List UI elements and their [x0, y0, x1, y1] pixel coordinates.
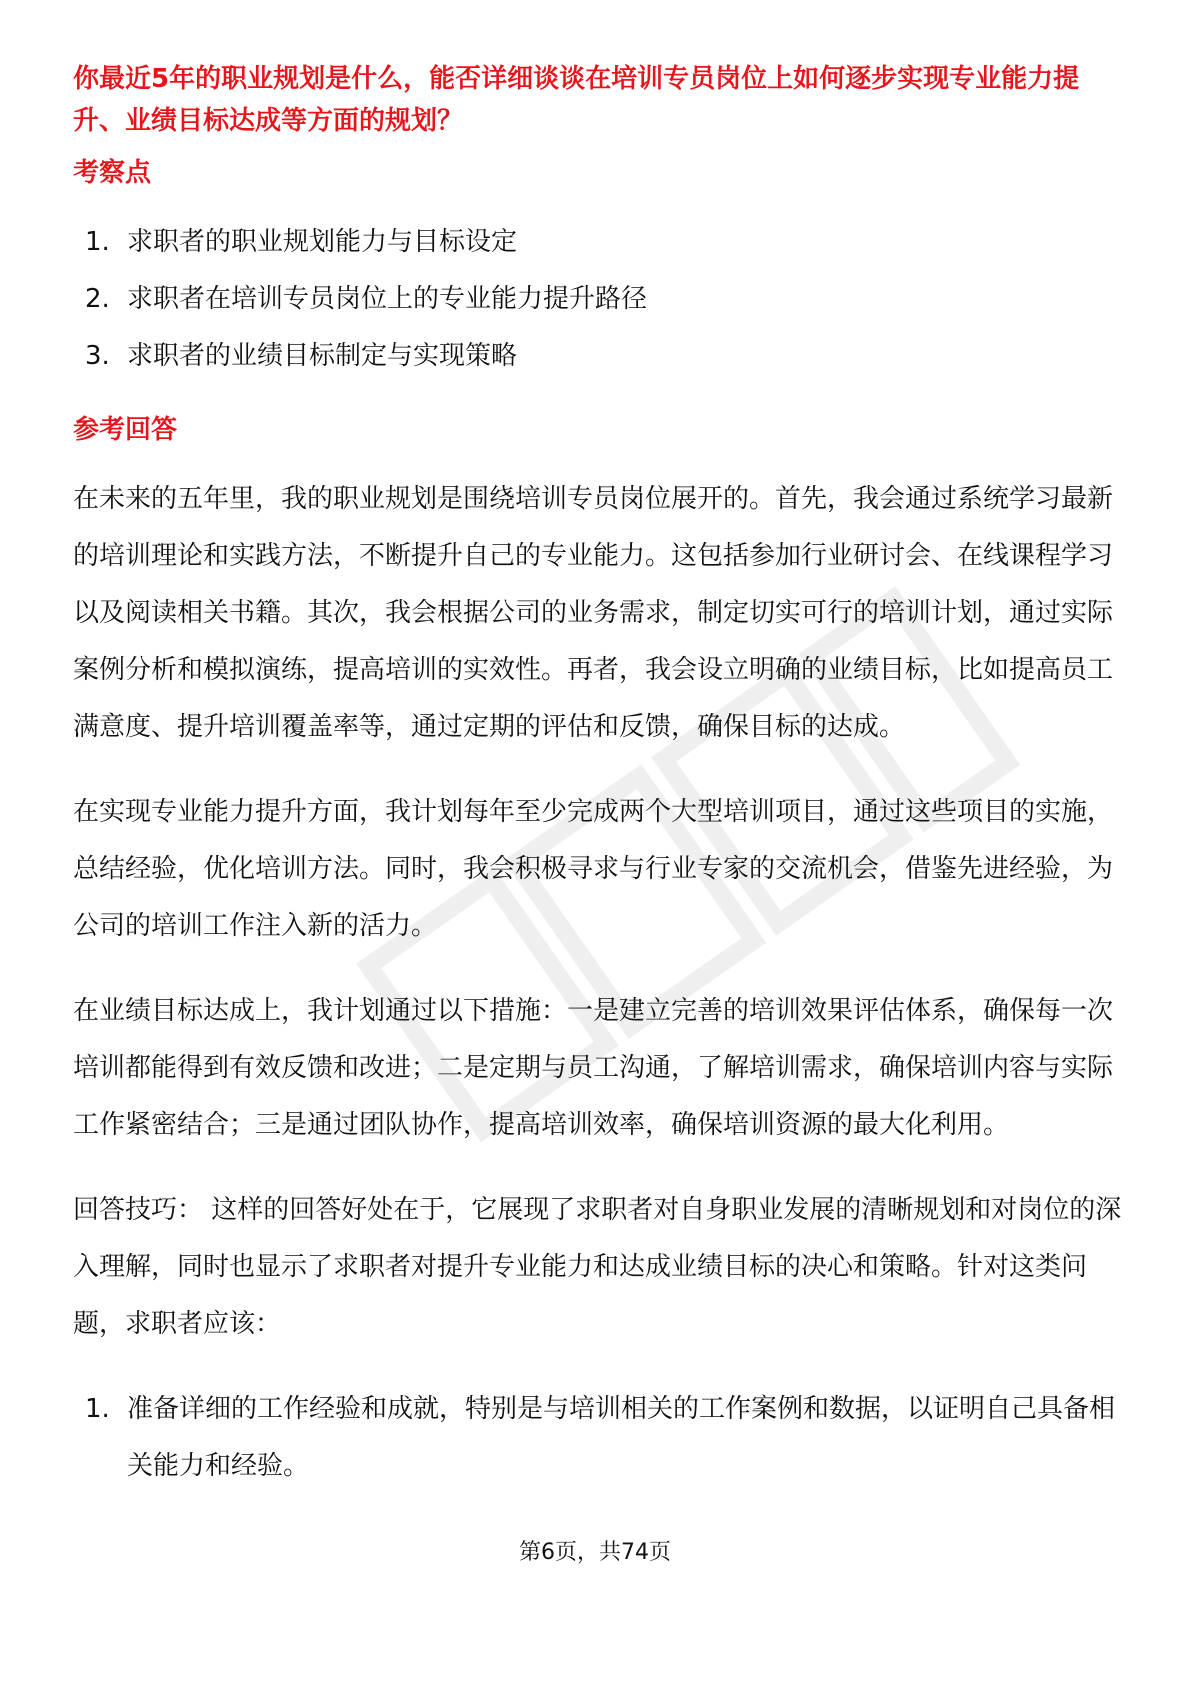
list-number: 1. — [85, 1394, 110, 1424]
page-footer: 第6页，共74页 — [519, 1540, 671, 1565]
list-number: 3. — [85, 341, 110, 371]
answer-paragraph: 在实现专业能力提升方面，我计划每年至少完成两个大型培训项目，通过这些项目的实施，总结经验，优化培训方法。同时，我会积极寻求与行业专家的交流机会，借鉴先进经验，为公司的培训工作注入新的活力。 — [73, 797, 1114, 941]
points-section-title: 考察点 — [73, 158, 152, 188]
list-number: 2. — [85, 284, 110, 314]
question-heading: 你最近5年的职业规划是什么，能否详细谈谈在培训专员岗位上如何逐步实现专业能力提升、业绩目标达成等方面的规划？ — [73, 64, 1080, 136]
points-list — [73, 214, 1123, 385]
document-page — [73, 58, 1123, 1495]
list-text: 求职者在培训专员岗位上的专业能力提升路径 — [127, 284, 648, 314]
tips-list — [73, 1381, 1123, 1495]
answer-section-title: 参考回答 — [73, 415, 178, 445]
list-item — [85, 271, 1123, 328]
list-number: 1. — [85, 227, 110, 257]
answer-paragraph: 在未来的五年里，我的职业规划是围绕培训专员岗位展开的。首先，我会通过系统学习最新的培训理论和实践方法，不断提升自己的专业能力。这包括参加行业研讨会、在线课程学习以及阅读相关书籍。其次，我会根据公司的业务需求，制定切实可行的培训计划，通过实际案例分析和模拟演练，提高培训的实效性。再者，我会设立明确的业绩目标，比如提高员工满意度、提升培训覆盖率等，通过定期的评估和反馈，确保目标的达成。 — [73, 484, 1114, 742]
list-item — [85, 328, 1123, 385]
list-item — [85, 1381, 1123, 1495]
list-text: 准备详细的工作经验和成就，特别是与培训相关的工作案例和数据，以证明自己具备相关能力和经验。 — [127, 1394, 1116, 1481]
list-item — [85, 214, 1123, 271]
list-text: 求职者的职业规划能力与目标设定 — [127, 227, 518, 257]
list-text: 求职者的业绩目标制定与实现策略 — [127, 341, 518, 371]
tips-paragraph: 回答技巧： 这样的回答好处在于，它展现了求职者对自身职业发展的清晰规划和对岗位的深入理解，同时也显示了求职者对提升专业能力和达成业绩目标的决心和策略。针对这类问题，求职者应该： — [73, 1195, 1122, 1339]
answer-paragraph: 在业绩目标达成上，我计划通过以下措施：一是建立完善的培训效果评估体系，确保每一次培训都能得到有效反馈和改进；二是定期与员工沟通，了解培训需求，确保培训内容与实际工作紧密结合；三是通过团队协作，提高培训效率，确保培训资源的最大化利用。 — [73, 996, 1114, 1140]
